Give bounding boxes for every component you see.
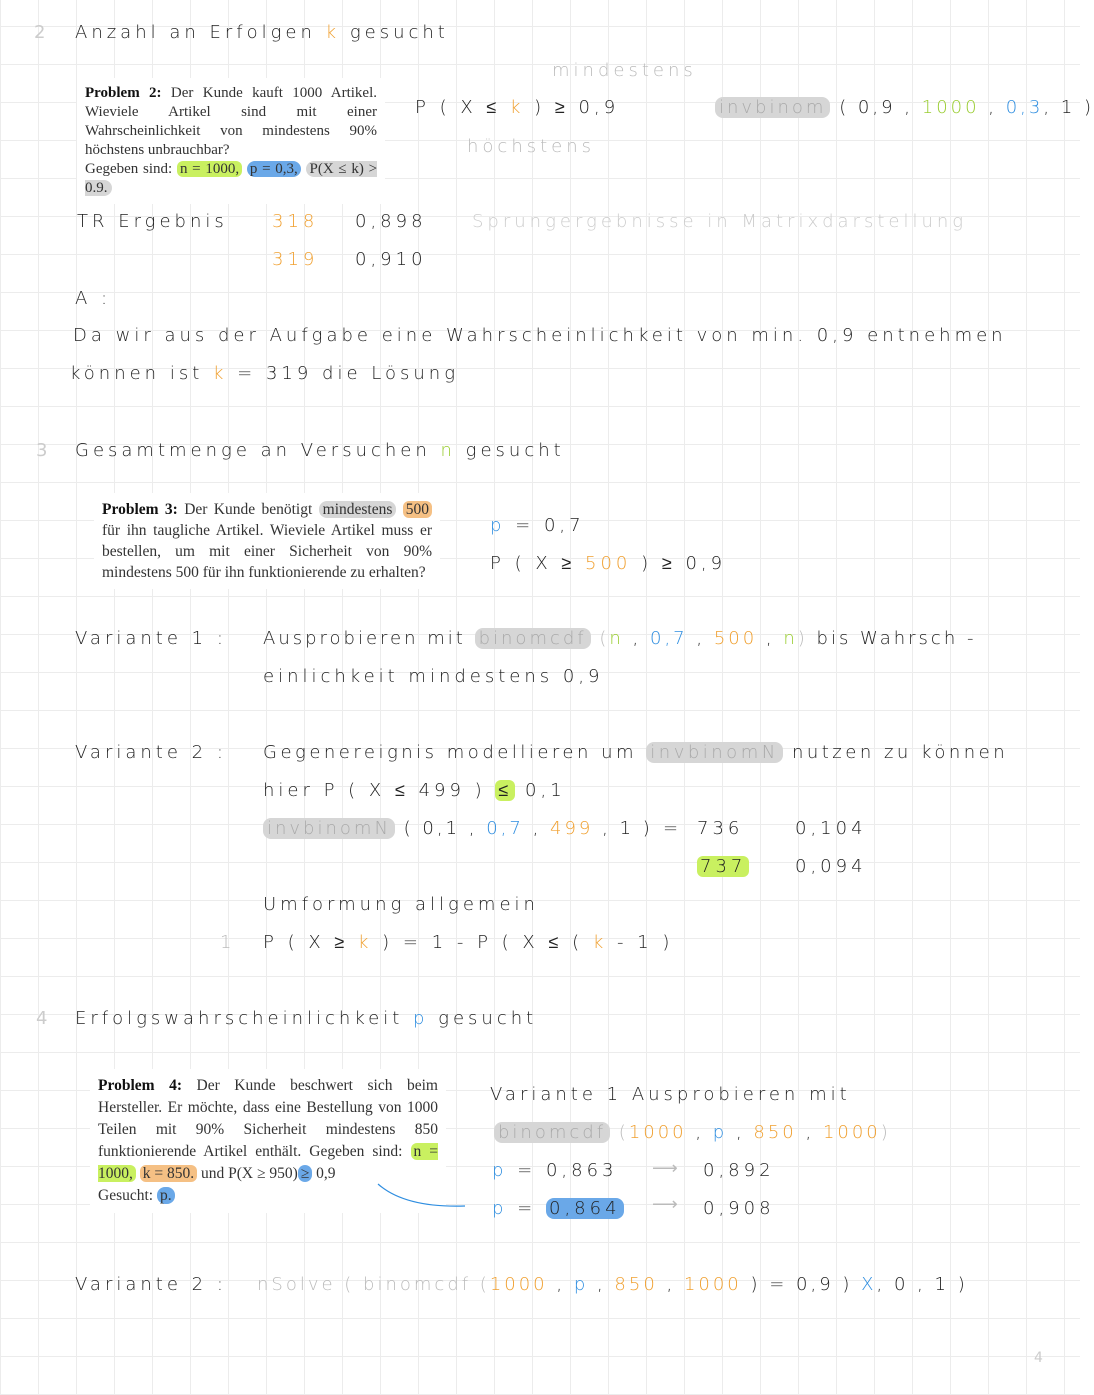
try-result: 0,908	[703, 1198, 775, 1219]
result-k: 318	[272, 211, 319, 232]
annotation-mindestens: mindestens	[552, 60, 697, 81]
variant-1-text: Ausprobieren mit binomcdf (n , 0,7 , 500 , n) bis Wahrsch -	[263, 628, 977, 649]
arrow-icon: ⟶	[652, 1158, 682, 1179]
tr-label: TR Ergebnis	[77, 211, 228, 232]
section-title: Anzahl an Erfolgen k gesucht	[75, 22, 449, 43]
formula: P ( X ≤ k ) ≥ 0,9	[415, 97, 620, 118]
condition: P ( X ≥ 500 ) ≥ 0,9	[490, 553, 727, 574]
matrix-note: Sprungergebnisse in Matrixdarstellung	[472, 211, 968, 232]
section-title: Gesamtmenge an Versuchen n gesucht	[75, 440, 565, 461]
p-value: p = 0,7	[490, 515, 585, 536]
result-k: 319	[272, 249, 319, 270]
annotation-hoechstens: höchstens	[467, 136, 596, 157]
answer-label: A :	[75, 288, 112, 309]
result-p: 0,898	[355, 211, 427, 232]
section-title: Erfolgswahrscheinlichkeit p gesucht	[75, 1008, 538, 1029]
try-row: p = 0,863	[492, 1160, 618, 1181]
variant-1-label: Variante 1 Ausprobieren mit	[490, 1084, 851, 1105]
section-number: 3	[36, 440, 48, 461]
variant-1-label: Variante 1 :	[75, 628, 227, 649]
invbinom-call: invbinom ( 0,9 , 1000 , 0,3, 1 )	[715, 97, 1094, 118]
variant-2-here: hier P ( X ≤ 499 ) ≤ 0,1	[263, 780, 566, 801]
result-n: 736	[697, 818, 744, 839]
general-heading: Umformung allgemein	[263, 894, 539, 915]
result-n: 737	[697, 856, 749, 877]
section-number: 2	[34, 22, 46, 43]
answer-text: können ist k = 319 die Lösung	[70, 363, 459, 384]
variant-1-text: einlichkeit mindestens 0,9	[263, 666, 604, 687]
try-row: p = 0,864	[492, 1198, 624, 1219]
nsolve-call: nSolve ( binomcdf (1000 , p , 850 , 1000 ) = 0,9 ) X, 0 , 1 )	[257, 1274, 968, 1295]
variant-2-label: Variante 2 :	[75, 1274, 227, 1295]
variant-2-text: Gegenereignis modellieren um invbinomN nutzen zu können	[263, 742, 1009, 763]
problem-3-box: Problem 3: Der Kunde benötigt mindestens 500 für ihn taugliche Artikel. Wieviele Artikel muss er bestellen, um mit einer Sicherheit von 90% mindestens 500 für ihn funktionierende zu erhalten?	[94, 493, 440, 589]
problem-2-box: Problem 2: Der Kunde kauft 1000 Artikel. Wieviele Artikel sind mit einer Wahrscheinlichkeit von mindestens 90% höchstens unbrauchbar? Gegeben sind: n = 1000, p = 0,3, P(X ≤ k) > 0.9.	[77, 78, 385, 204]
connector-arrow	[375, 1180, 470, 1210]
arrow-icon: ⟶	[652, 1194, 682, 1215]
problem-4-box: Problem 4: Der Kunde beschwert sich beim Hersteller. Er möchte, dass eine Bestellung von 1000 Teilen mit 90% Sicherheit mindestens 850 funktionierende Artikel enthält. Gegeben sind: n = 1000, k = 850. und P(X ≥ 950) ≥ 0,9 Gesucht: p.	[90, 1069, 446, 1213]
result-p: 0,104	[795, 818, 867, 839]
page-number: 4	[1034, 1350, 1043, 1366]
result-p: 0,094	[795, 856, 867, 877]
variant-2-label: Variante 2 :	[75, 742, 227, 763]
marker: 1	[220, 932, 236, 953]
result-p: 0,910	[355, 249, 427, 270]
general-rule: P ( X ≥ k ) = 1 - P ( X ≤ ( k - 1 )	[263, 932, 674, 953]
answer-text: Da wir aus der Aufgabe eine Wahrscheinlichkeit von min. 0,9 entnehmen	[73, 325, 1007, 346]
invbinomN-call: invbinomN ( 0,1 , 0,7 , 499 , 1 )	[263, 818, 653, 839]
section-number: 4	[36, 1008, 48, 1029]
binomcdf-call: binomcdf (1000 , p , 850 , 1000)	[494, 1122, 891, 1143]
equals: =	[663, 818, 683, 839]
try-result: 0,892	[703, 1160, 775, 1181]
